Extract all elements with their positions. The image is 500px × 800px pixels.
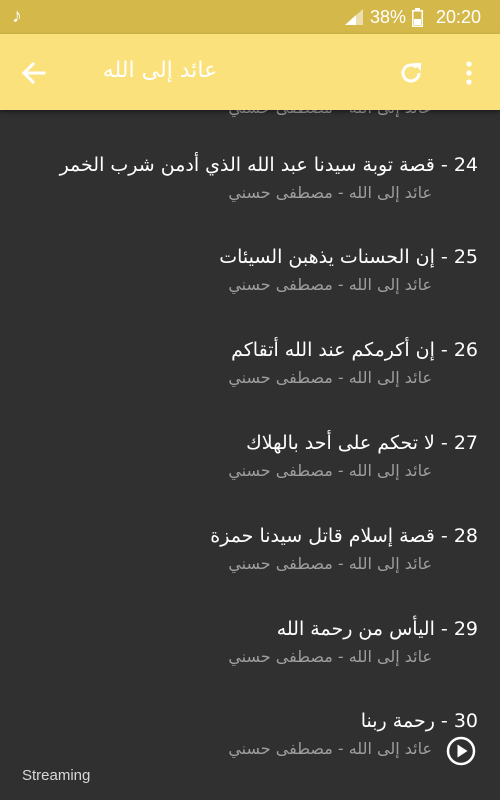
list-item-subtitle: عائد إلى الله - مصطفى حسني — [228, 368, 432, 387]
list-item[interactable] — [0, 614, 500, 704]
list-item-subtitle: عائد إلى الله - مصطفى حسني — [228, 461, 432, 480]
list-item[interactable] — [0, 150, 500, 240]
list-item-title: 26 - إن أكرمكم عند الله أتقاكم — [231, 339, 478, 361]
list-item[interactable] — [0, 428, 500, 518]
list-item-subtitle: عائد إلى الله - مصطفى حسني — [228, 275, 432, 294]
back-button[interactable] — [18, 58, 48, 88]
list-item-subtitle: عائد إلى الله - مصطفى حسني — [228, 739, 432, 758]
overflow-menu-icon — [465, 60, 473, 86]
list-item-title: 29 - اليأس من رحمة الله — [276, 618, 478, 640]
refresh-button[interactable] — [394, 56, 428, 90]
status-bar — [0, 0, 500, 34]
list-item-title: 30 - رحمة ربنا — [360, 710, 478, 732]
clock: 20:20 — [436, 7, 482, 27]
refresh-icon — [398, 60, 424, 86]
play-button[interactable] — [446, 736, 476, 766]
list-item[interactable] — [0, 335, 500, 425]
list-item-title: 27 - لا تحكم على أحد بالهلاك — [246, 432, 478, 454]
battery-percentage: 38% — [370, 7, 407, 27]
track-list[interactable] — [0, 110, 500, 800]
list-item-title: 28 - قصة إسلام قاتل سيدنا حمزة — [210, 525, 478, 547]
page-title: عائد إلى الله — [102, 58, 218, 83]
music-note-icon: ♪ — [12, 5, 22, 27]
list-item-subtitle: عائد إلى الله - مصطفى حسني — [228, 647, 432, 666]
play-circle-icon — [446, 736, 476, 766]
list-item-subtitle: عائد إلى الله - مصطفى حسني — [228, 183, 432, 202]
battery-icon — [412, 8, 423, 27]
signal-icon — [345, 9, 363, 25]
streaming-status: Streaming — [22, 767, 91, 784]
list-item-title: 24 - قصة توبة سيدنا عبد الله الذي أدمن شرب الخمر — [59, 154, 478, 176]
back-arrow-icon — [20, 60, 46, 86]
list-item-subtitle: عائد إلى الله - مصطفى حسني — [228, 554, 432, 573]
list-item[interactable] — [0, 521, 500, 611]
overflow-menu-button[interactable] — [456, 56, 482, 90]
list-item[interactable] — [0, 242, 500, 332]
app-bar — [0, 34, 500, 110]
list-item-title: 25 - إن الحسنات يذهبن السيئات — [219, 246, 478, 268]
